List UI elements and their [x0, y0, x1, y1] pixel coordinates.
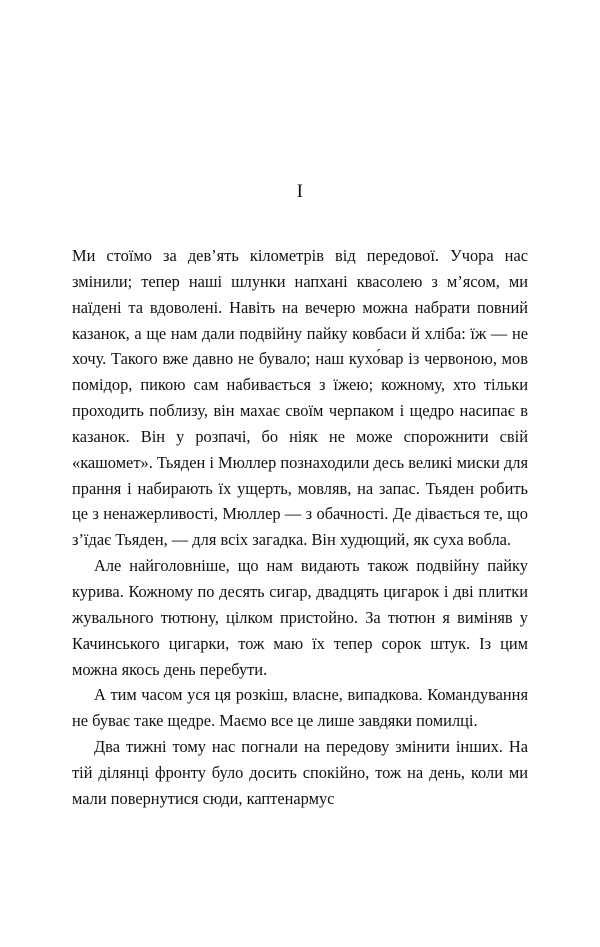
paragraph: А тим часом уся ця розкіш, власне, випадкова. Командування не буває таке щедре. Маємо все це лише завдяки помилці.	[72, 685, 528, 731]
body-text-block	[72, 243, 528, 812]
chapter-heading: I	[296, 181, 304, 202]
paragraph: Але найголовніше, що нам видають також подвійну пайку курива. Кожному по десять сигар, двадцять цигарок і дві плитки жувального тютюну, цілком пристойно. За тютюн я виміняв у Качинського цигарки, тож маю їх тепер сорок штук. Із цим можна якось день перебути.	[72, 556, 528, 679]
paragraph: Ми стоїмо за дев’ять кілометрів від передової. Учора нас змінили; тепер наші шлунки напхані квасолею з м’ясом, ми наїдені та вдоволені. Навіть на вечерю можна набрати повний казанок, а ще нам дали подвійну пайку ковбаси й хліба: їж — не хочу. Такого вже давно не бувало; наш кухо́вар із червоною, мов помідор, пикою сам набивається з їжею; кожному, хто тільки проходить поблизу, він махає своїм черпаком і щедро насипає в казанок. Він у розпачі, бо ніяк не може спорожнити свій «кашомет». Тьяден і Мюллер познаходили десь великі миски для прання і набирають їх ущерть, мовляв, на запас. Тьяден робить це з ненажерливості, Мюллер — з обачності. Де дівається те, що з’їдає Тьяден, — для всіх загадка. Він худющий, як суха вобла.	[72, 246, 528, 550]
paragraph: Два тижні тому нас погнали на передову змінити інших. На тій ділянці фронту було досить спокійно, тож на день, коли ми мали повернутися сюди, каптенармус	[72, 737, 528, 808]
